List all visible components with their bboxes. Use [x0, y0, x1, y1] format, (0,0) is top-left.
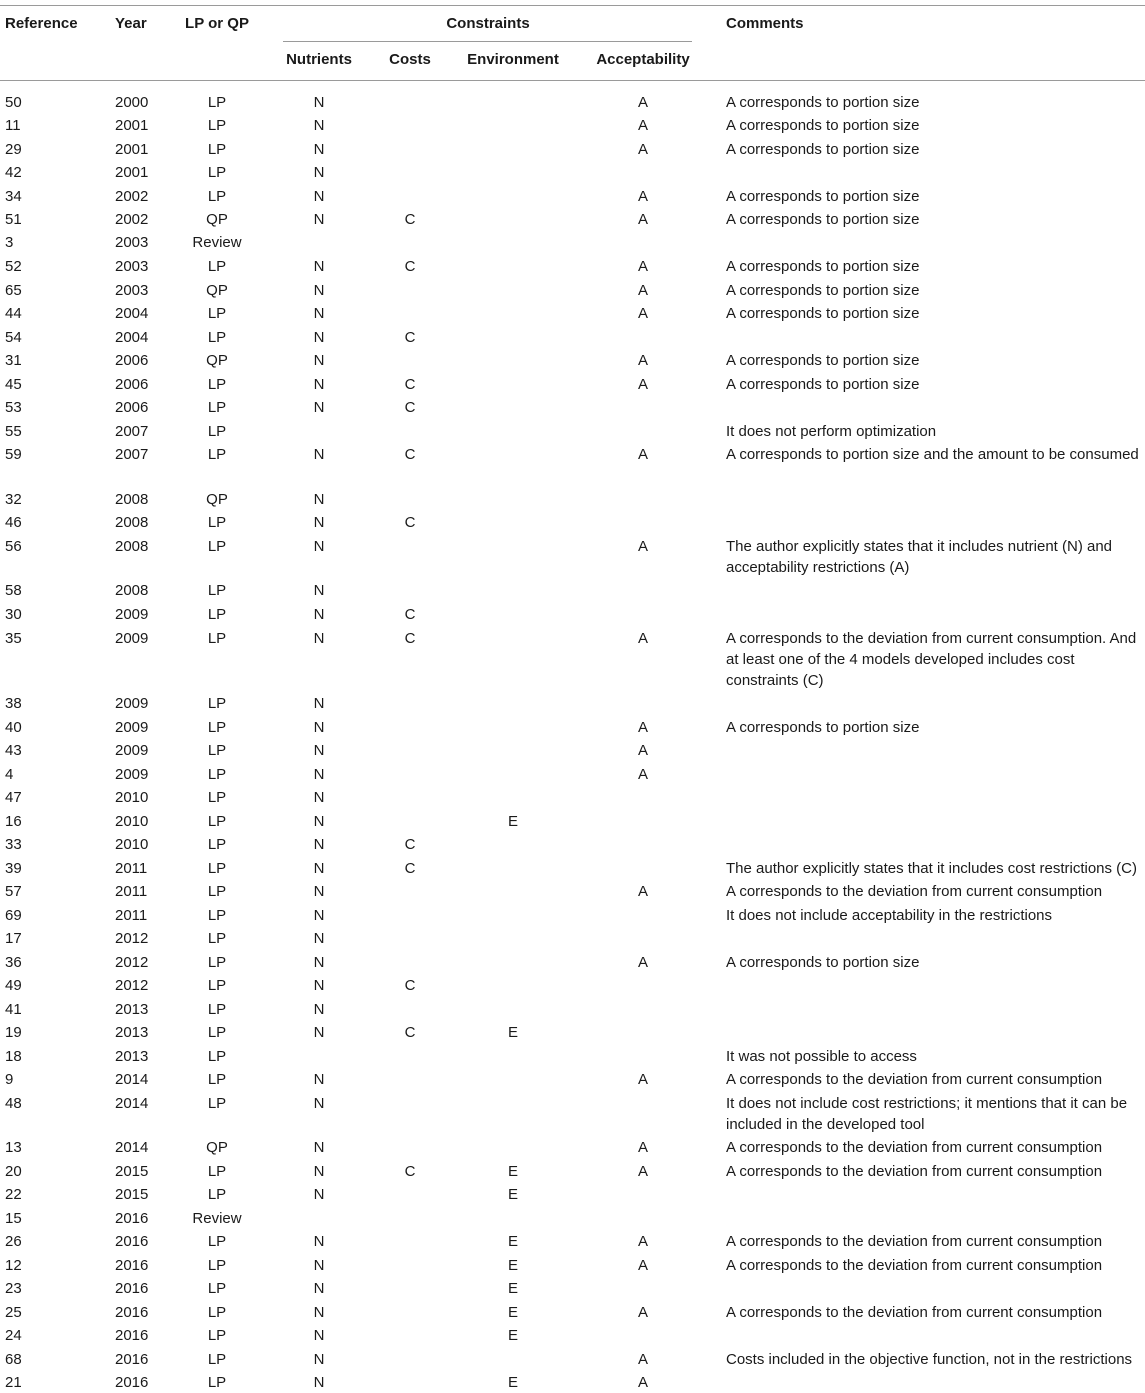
cell-costs: C — [404, 514, 416, 531]
cell-year: 2016 — [115, 1280, 149, 1297]
cell-year: 2009 — [115, 630, 149, 647]
cell-reference: 46 — [5, 514, 22, 531]
cell-comment: The author explicitly states that it includes cost restrictions (C) — [726, 860, 1137, 877]
cell-nutrients: N — [313, 977, 325, 994]
cell-lp-qp: LP — [207, 1071, 227, 1088]
cell-year: 2001 — [115, 164, 149, 181]
cell-lp-qp: LP — [207, 423, 227, 440]
cell-year: 2009 — [115, 742, 149, 759]
cell-year: 2016 — [115, 1351, 149, 1368]
cell-acceptability: A — [637, 188, 649, 205]
cell-nutrients: N — [313, 538, 325, 555]
cell-year: 2013 — [115, 1024, 149, 1041]
cell-lp-qp: LP — [207, 1095, 227, 1112]
cell-year: 2015 — [115, 1163, 149, 1180]
cell-nutrients: N — [313, 813, 325, 830]
cell-acceptability: A — [637, 117, 649, 134]
cell-nutrients: N — [313, 1351, 325, 1368]
cell-reference: 33 — [5, 836, 22, 853]
cell-lp-qp: LP — [207, 258, 227, 275]
cell-environment: E — [507, 1327, 519, 1344]
cell-nutrients: N — [313, 352, 325, 369]
cell-nutrients: N — [313, 1095, 325, 1112]
cell-year: 2001 — [115, 141, 149, 158]
cell-reference: 17 — [5, 930, 22, 947]
header-lp-qp: LP or QP — [185, 15, 249, 32]
cell-nutrients: N — [313, 94, 325, 111]
cell-environment: E — [507, 1024, 519, 1041]
cell-nutrients: N — [313, 742, 325, 759]
header-costs: Costs — [389, 51, 431, 68]
cell-acceptability: A — [637, 1071, 649, 1088]
cell-reference: 69 — [5, 907, 22, 924]
cell-lp-qp: QP — [206, 282, 228, 299]
cell-year: 2000 — [115, 94, 149, 111]
cell-year: 2008 — [115, 491, 149, 508]
cell-nutrients: N — [313, 491, 325, 508]
cell-acceptability: A — [637, 954, 649, 971]
cell-reference: 55 — [5, 423, 22, 440]
cell-lp-qp: LP — [207, 141, 227, 158]
cell-nutrients: N — [313, 211, 325, 228]
header-nutrients: Nutrients — [286, 51, 352, 68]
header-comments: Comments — [726, 15, 804, 32]
cell-year: 2008 — [115, 514, 149, 531]
cell-environment: E — [507, 1186, 519, 1203]
cell-comment: It was not possible to access — [726, 1048, 917, 1065]
cell-reference: 50 — [5, 94, 22, 111]
cell-costs: C — [404, 376, 416, 393]
header-environment: Environment — [467, 51, 559, 68]
cell-lp-qp: Review — [192, 1210, 242, 1227]
cell-lp-qp: LP — [207, 399, 227, 416]
cell-nutrients: N — [313, 164, 325, 181]
cell-year: 2008 — [115, 538, 149, 555]
cell-reference: 57 — [5, 883, 22, 900]
cell-reference: 59 — [5, 446, 22, 463]
cell-year: 2016 — [115, 1327, 149, 1344]
cell-year: 2014 — [115, 1071, 149, 1088]
cell-lp-qp: LP — [207, 305, 227, 322]
cell-nutrients: N — [313, 1304, 325, 1321]
cell-lp-qp: LP — [207, 1048, 227, 1065]
cell-acceptability: A — [637, 1163, 649, 1180]
cell-reference: 30 — [5, 606, 22, 623]
cell-reference: 31 — [5, 352, 22, 369]
cell-year: 2010 — [115, 813, 149, 830]
cell-reference: 53 — [5, 399, 22, 416]
cell-year: 2014 — [115, 1139, 149, 1156]
cell-nutrients: N — [313, 1327, 325, 1344]
cell-reference: 68 — [5, 1351, 22, 1368]
cell-nutrients: N — [313, 282, 325, 299]
cell-reference: 35 — [5, 630, 22, 647]
cell-lp-qp: LP — [207, 1280, 227, 1297]
cell-nutrients: N — [313, 789, 325, 806]
cell-comment: It does not include acceptability in the restrictions — [726, 907, 1053, 924]
cell-costs: C — [404, 211, 416, 228]
cell-reference: 39 — [5, 860, 22, 877]
cell-lp-qp: LP — [207, 329, 227, 346]
cell-acceptability: A — [637, 94, 649, 111]
cell-lp-qp: LP — [207, 1001, 227, 1018]
cell-lp-qp: LP — [207, 1351, 227, 1368]
cell-comment: A corresponds to the deviation from current consumption — [726, 1257, 1103, 1274]
cell-reference: 15 — [5, 1210, 22, 1227]
cell-comment: The author explicitly states that it includes nutrient (N) and acceptability restrictions (A) — [726, 538, 1113, 576]
cell-lp-qp: LP — [207, 766, 227, 783]
cell-reference: 48 — [5, 1095, 22, 1112]
cell-reference: 52 — [5, 258, 22, 275]
cell-lp-qp: LP — [207, 1327, 227, 1344]
cell-acceptability: A — [637, 1304, 649, 1321]
cell-lp-qp: LP — [207, 1186, 227, 1203]
cell-year: 2006 — [115, 352, 149, 369]
cell-year: 2016 — [115, 1210, 149, 1227]
cell-year: 2012 — [115, 954, 149, 971]
cell-year: 2009 — [115, 766, 149, 783]
cell-lp-qp: LP — [207, 1257, 227, 1274]
cell-comment: A corresponds to the deviation from current consumption — [726, 1304, 1103, 1321]
cell-acceptability: A — [637, 538, 649, 555]
cell-year: 2001 — [115, 117, 149, 134]
cell-nutrients: N — [313, 1374, 325, 1391]
cell-lp-qp: LP — [207, 930, 227, 947]
cell-lp-qp: LP — [207, 1304, 227, 1321]
cell-reference: 13 — [5, 1139, 22, 1156]
cell-reference: 58 — [5, 582, 22, 599]
cell-nutrients: N — [313, 606, 325, 623]
cell-nutrients: N — [313, 883, 325, 900]
cell-year: 2003 — [115, 234, 149, 251]
cell-year: 2011 — [115, 907, 148, 924]
cell-reference: 47 — [5, 789, 22, 806]
header-acceptability: Acceptability — [596, 51, 690, 68]
cell-lp-qp: LP — [207, 94, 227, 111]
cell-comment: A corresponds to portion size — [726, 352, 920, 369]
cell-year: 2013 — [115, 1001, 149, 1018]
cell-nutrients: N — [313, 582, 325, 599]
cell-reference: 25 — [5, 1304, 22, 1321]
cell-nutrients: N — [313, 514, 325, 531]
cell-lp-qp: QP — [206, 211, 228, 228]
cell-reference: 26 — [5, 1233, 22, 1250]
cell-costs: C — [404, 1024, 416, 1041]
cell-nutrients: N — [313, 399, 325, 416]
cell-reference: 42 — [5, 164, 22, 181]
cell-year: 2002 — [115, 188, 149, 205]
cell-nutrients: N — [313, 1024, 325, 1041]
cell-acceptability: A — [637, 883, 649, 900]
cell-acceptability: A — [637, 1374, 649, 1391]
cell-lp-qp: LP — [207, 860, 227, 877]
cell-year: 2003 — [115, 258, 149, 275]
cell-nutrients: N — [313, 954, 325, 971]
cell-comment: A corresponds to the deviation from current consumption — [726, 883, 1103, 900]
cell-reference: 29 — [5, 141, 22, 158]
cell-lp-qp: LP — [207, 836, 227, 853]
cell-environment: E — [507, 1163, 519, 1180]
cell-acceptability: A — [637, 446, 649, 463]
cell-acceptability: A — [637, 376, 649, 393]
cell-year: 2007 — [115, 446, 149, 463]
cell-year: 2016 — [115, 1374, 149, 1391]
cell-costs: C — [404, 836, 416, 853]
cell-nutrients: N — [313, 695, 325, 712]
cell-lp-qp: LP — [207, 164, 227, 181]
cell-reference: 19 — [5, 1024, 22, 1041]
cell-reference: 24 — [5, 1327, 22, 1344]
cell-nutrients: N — [313, 719, 325, 736]
cell-acceptability: A — [637, 766, 649, 783]
cell-year: 2012 — [115, 977, 149, 994]
cell-nutrients: N — [313, 1233, 325, 1250]
cell-lp-qp: LP — [207, 954, 227, 971]
cell-reference: 65 — [5, 282, 22, 299]
cell-nutrients: N — [313, 907, 325, 924]
cell-comment: A corresponds to portion size — [726, 954, 920, 971]
cell-reference: 40 — [5, 719, 22, 736]
cell-year: 2002 — [115, 211, 149, 228]
cell-year: 2009 — [115, 695, 149, 712]
cell-acceptability: A — [637, 742, 649, 759]
cell-acceptability: A — [637, 630, 649, 647]
cell-environment: E — [507, 1257, 519, 1274]
cell-nutrients: N — [313, 1071, 325, 1088]
cell-lp-qp: LP — [207, 376, 227, 393]
cell-year: 2006 — [115, 376, 149, 393]
cell-costs: C — [404, 399, 416, 416]
cell-environment: E — [507, 1304, 519, 1321]
cell-lp-qp: LP — [207, 582, 227, 599]
cell-year: 2012 — [115, 930, 149, 947]
cell-comment: A corresponds to portion size — [726, 141, 920, 158]
cell-lp-qp: LP — [207, 907, 227, 924]
header-year: Year — [115, 15, 147, 32]
cell-comment: A corresponds to the deviation from current consumption. And at least one of the 4 models developed includes cost constraints (C) — [726, 630, 1137, 689]
cell-costs: C — [404, 977, 416, 994]
cell-nutrients: N — [313, 1139, 325, 1156]
cell-comment: A corresponds to portion size — [726, 188, 920, 205]
cell-reference: 38 — [5, 695, 22, 712]
cell-acceptability: A — [637, 1351, 649, 1368]
cell-reference: 23 — [5, 1280, 22, 1297]
cell-nutrients: N — [313, 305, 325, 322]
cell-reference: 20 — [5, 1163, 22, 1180]
cell-costs: C — [404, 329, 416, 346]
cell-year: 2010 — [115, 836, 149, 853]
cell-acceptability: A — [637, 305, 649, 322]
cell-lp-qp: LP — [207, 538, 227, 555]
cell-costs: C — [404, 1163, 416, 1180]
cell-year: 2010 — [115, 789, 149, 806]
cell-reference: 34 — [5, 188, 22, 205]
cell-comment: A corresponds to the deviation from current consumption — [726, 1233, 1103, 1250]
cell-environment: E — [507, 1374, 519, 1391]
cell-nutrients: N — [313, 1186, 325, 1203]
cell-lp-qp: LP — [207, 883, 227, 900]
cell-nutrients: N — [313, 930, 325, 947]
cell-acceptability: A — [637, 352, 649, 369]
cell-reference: 51 — [5, 211, 22, 228]
cell-reference: 49 — [5, 977, 22, 994]
cell-nutrients: N — [313, 860, 325, 877]
header-reference: Reference — [5, 15, 78, 32]
cell-lp-qp: LP — [207, 977, 227, 994]
cell-year: 2011 — [115, 883, 148, 900]
cell-lp-qp: QP — [206, 491, 228, 508]
cell-lp-qp: LP — [207, 446, 227, 463]
cell-lp-qp: LP — [207, 1163, 227, 1180]
cell-reference: 4 — [5, 766, 14, 783]
cell-year: 2007 — [115, 423, 149, 440]
cell-lp-qp: QP — [206, 352, 228, 369]
cell-costs: C — [404, 606, 416, 623]
cell-year: 2009 — [115, 719, 149, 736]
cell-acceptability: A — [637, 1257, 649, 1274]
cell-reference: 36 — [5, 954, 22, 971]
cell-year: 2015 — [115, 1186, 149, 1203]
cell-comment: It does not include cost restrictions; it mentions that it can be included in the developed tool — [726, 1095, 1128, 1133]
cell-lp-qp: LP — [207, 117, 227, 134]
cell-reference: 3 — [5, 234, 14, 251]
cell-acceptability: A — [637, 258, 649, 275]
cell-lp-qp: LP — [207, 630, 227, 647]
cell-comment: A corresponds to the deviation from current consumption — [726, 1071, 1103, 1088]
cell-lp-qp: LP — [207, 606, 227, 623]
cell-reference: 12 — [5, 1257, 22, 1274]
cell-reference: 32 — [5, 491, 22, 508]
cell-lp-qp: LP — [207, 719, 227, 736]
cell-comment: A corresponds to portion size — [726, 282, 920, 299]
cell-reference: 22 — [5, 1186, 22, 1203]
cell-reference: 9 — [5, 1071, 14, 1088]
cell-acceptability: A — [637, 719, 649, 736]
cell-nutrients: N — [313, 1001, 325, 1018]
cell-nutrients: N — [313, 258, 325, 275]
cell-costs: C — [404, 446, 416, 463]
cell-comment: A corresponds to portion size — [726, 211, 920, 228]
cell-year: 2013 — [115, 1048, 149, 1065]
cell-acceptability: A — [637, 1139, 649, 1156]
cell-lp-qp: QP — [206, 1139, 228, 1156]
cell-nutrients: N — [313, 117, 325, 134]
cell-comment: Costs included in the objective function, not in the restrictions — [726, 1351, 1133, 1368]
cell-year: 2011 — [115, 860, 148, 877]
cell-year: 2016 — [115, 1233, 149, 1250]
cell-comment: A corresponds to portion size — [726, 719, 920, 736]
cell-lp-qp: LP — [207, 514, 227, 531]
cell-reference: 44 — [5, 305, 22, 322]
cell-comment: A corresponds to portion size — [726, 305, 920, 322]
cell-comment: A corresponds to the deviation from current consumption — [726, 1163, 1103, 1180]
cell-year: 2004 — [115, 305, 149, 322]
cell-lp-qp: Review — [192, 234, 242, 251]
cell-nutrients: N — [313, 1280, 325, 1297]
header-constraints: Constraints — [446, 15, 530, 32]
cell-reference: 54 — [5, 329, 22, 346]
cell-year: 2003 — [115, 282, 149, 299]
cell-lp-qp: LP — [207, 1233, 227, 1250]
constraints-rule — [283, 41, 692, 42]
cell-reference: 16 — [5, 813, 22, 830]
cell-nutrients: N — [313, 329, 325, 346]
cell-nutrients: N — [313, 1257, 325, 1274]
cell-environment: E — [507, 1280, 519, 1297]
cell-reference: 56 — [5, 538, 22, 555]
cell-reference: 45 — [5, 376, 22, 393]
cell-nutrients: N — [313, 630, 325, 647]
cell-comment: A corresponds to portion size — [726, 376, 920, 393]
cell-nutrients: N — [313, 188, 325, 205]
cell-nutrients: N — [313, 446, 325, 463]
cell-lp-qp: LP — [207, 789, 227, 806]
cell-costs: C — [404, 860, 416, 877]
cell-lp-qp: LP — [207, 742, 227, 759]
cell-lp-qp: LP — [207, 813, 227, 830]
cell-environment: E — [507, 813, 519, 830]
cell-comment: A corresponds to portion size and the amount to be consumed — [726, 446, 1139, 463]
cell-nutrients: N — [313, 766, 325, 783]
cell-acceptability: A — [637, 141, 649, 158]
cell-lp-qp: LP — [207, 1374, 227, 1391]
cell-comment: A corresponds to the deviation from current consumption — [726, 1139, 1103, 1156]
cell-costs: C — [404, 258, 416, 275]
cell-reference: 41 — [5, 1001, 22, 1018]
cell-comment: A corresponds to portion size — [726, 117, 920, 134]
cell-year: 2004 — [115, 329, 149, 346]
cell-costs: C — [404, 630, 416, 647]
cell-reference: 43 — [5, 742, 22, 759]
header-bottom-rule — [0, 80, 1145, 81]
cell-environment: E — [507, 1233, 519, 1250]
cell-comment: A corresponds to portion size — [726, 258, 920, 275]
cell-acceptability: A — [637, 1233, 649, 1250]
cell-reference: 11 — [5, 117, 21, 134]
cell-nutrients: N — [313, 836, 325, 853]
cell-reference: 18 — [5, 1048, 22, 1065]
top-rule — [0, 5, 1145, 6]
cell-year: 2016 — [115, 1304, 149, 1321]
cell-lp-qp: LP — [207, 1024, 227, 1041]
cell-year: 2014 — [115, 1095, 149, 1112]
cell-comment: It does not perform optimization — [726, 423, 937, 440]
cell-acceptability: A — [637, 282, 649, 299]
cell-lp-qp: LP — [207, 188, 227, 205]
cell-year: 2016 — [115, 1257, 149, 1274]
cell-year: 2006 — [115, 399, 149, 416]
cell-nutrients: N — [313, 376, 325, 393]
cell-nutrients: N — [313, 141, 325, 158]
cell-year: 2008 — [115, 582, 149, 599]
cell-lp-qp: LP — [207, 695, 227, 712]
cell-comment: A corresponds to portion size — [726, 94, 920, 111]
cell-reference: 21 — [5, 1374, 22, 1391]
cell-nutrients: N — [313, 1163, 325, 1180]
cell-acceptability: A — [637, 211, 649, 228]
cell-year: 2009 — [115, 606, 149, 623]
